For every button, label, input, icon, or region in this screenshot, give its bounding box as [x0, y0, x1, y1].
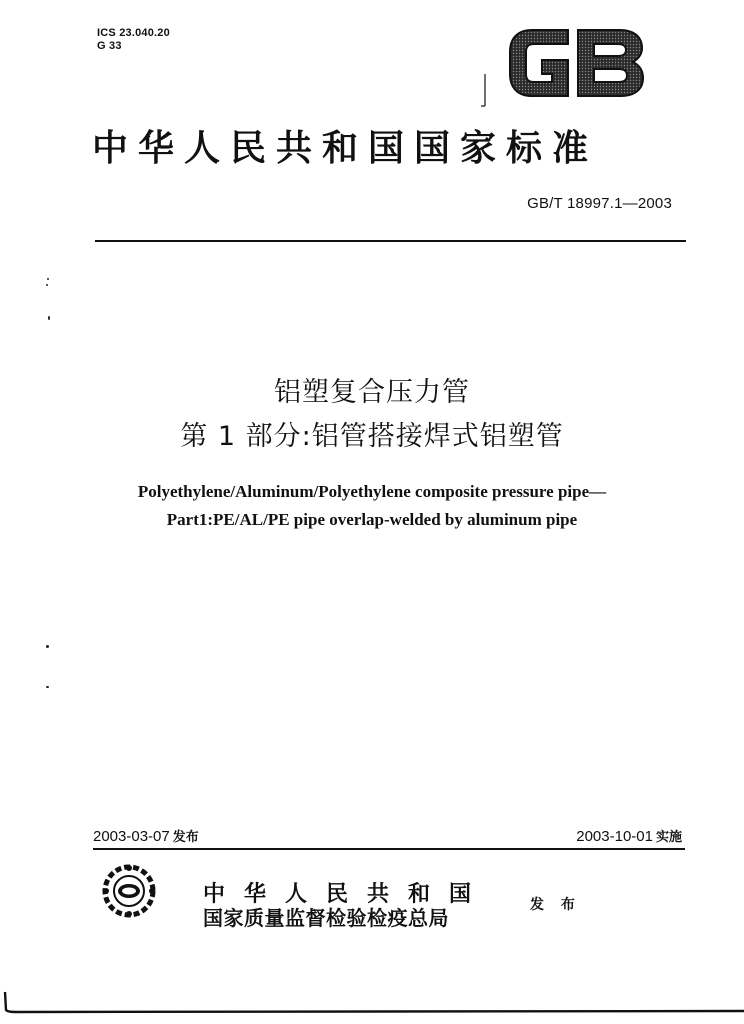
header-divider	[95, 240, 686, 242]
logo-tick-mark	[480, 72, 488, 108]
issuer-publish-label: 发 布	[530, 897, 581, 913]
standard-number: GB/T 18997.1—2003	[527, 195, 672, 212]
issuer-name-line-1: 中华人民共和国	[203, 881, 491, 907]
scan-speck	[46, 645, 49, 648]
gb-logo-icon	[506, 22, 646, 104]
title-chinese-part: 第 1 部分:铝管搭接焊式铝塑管	[180, 421, 564, 452]
title-chinese-main: 铝塑复合压力管	[274, 377, 470, 408]
issue-label: 发布	[172, 830, 199, 845]
issuer-name-line-2: 国家质量监督检验检疫总局	[203, 906, 449, 930]
scan-speck	[47, 278, 49, 280]
scan-speck	[48, 316, 50, 320]
implement-label: 实施	[655, 830, 682, 845]
issuer-emblem-icon	[98, 862, 160, 920]
title-english-main: Polyethylene/Aluminum/Polyethylene composite pressure pipe—	[137, 482, 607, 501]
footer-divider	[93, 848, 685, 850]
issue-date-row	[93, 826, 199, 845]
scan-speck	[46, 686, 49, 688]
standard-heading: 中华人民共和国国家标准	[92, 127, 599, 169]
implement-date: 2003-10-01	[576, 828, 653, 845]
ccs-code: G 33	[97, 40, 122, 52]
title-english-part: Part1:PE/AL/PE pipe overlap-welded by aluminum pipe	[166, 510, 578, 529]
issue-date: 2003-03-07	[93, 828, 170, 845]
implement-date-row	[576, 826, 682, 845]
ics-code: ICS 23.040.20	[97, 27, 170, 39]
page-bottom-edge	[0, 990, 744, 1020]
scan-speck	[46, 284, 48, 286]
